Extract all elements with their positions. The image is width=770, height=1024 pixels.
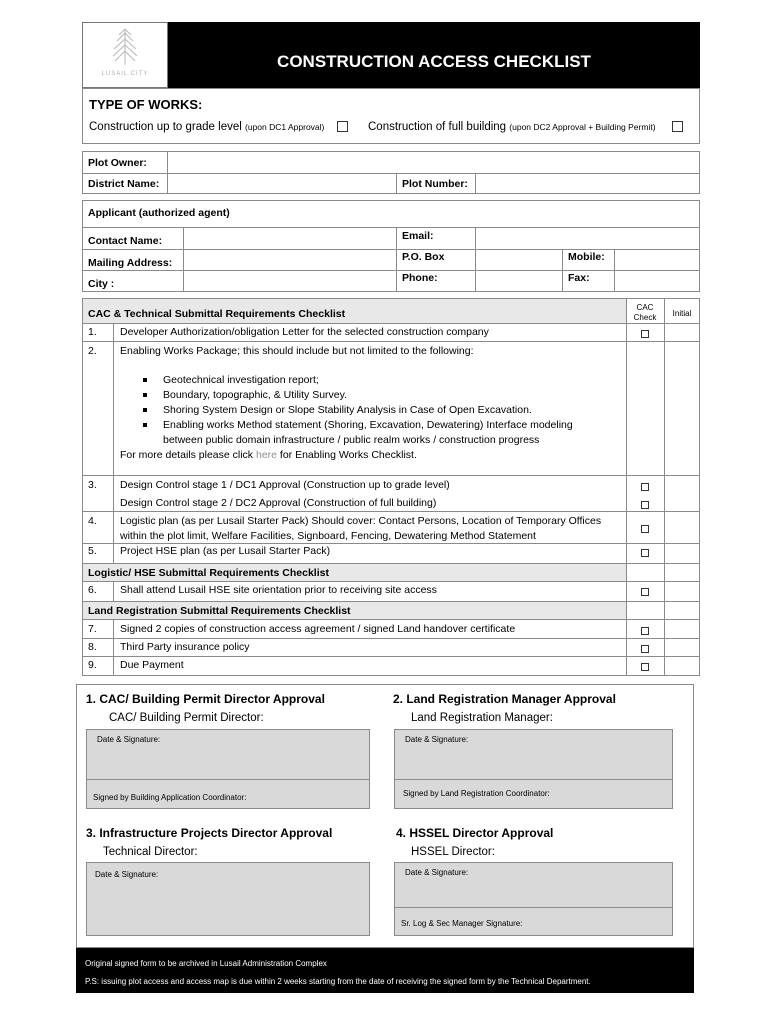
checklist-heading: CAC & Technical Submittal Requirements Checklist	[88, 308, 346, 320]
header-logo-box	[82, 22, 168, 88]
bullet-2	[143, 393, 147, 397]
bullet-text-3: Shoring System Design or Slope Stability Analysis in Case of Open Excavation.	[163, 404, 532, 416]
land-heading: Land Registration Submittal Requirements Checklist	[88, 605, 351, 617]
bullet-text-4: Enabling works Method statement (Shoring, Excavation, Dewatering) Interface modeling	[163, 419, 573, 431]
district-name-field[interactable]	[167, 173, 397, 194]
po-box-label: P.O. Box	[402, 251, 445, 263]
checklist-header-line	[82, 323, 700, 324]
approval1-subtitle: CAC/ Building Permit Director:	[109, 712, 264, 724]
plot-owner-label: Plot Owner:	[88, 157, 147, 169]
item8-checkbox[interactable]	[641, 645, 649, 653]
logo-text: LUSAIL CITY	[101, 71, 149, 77]
approval4-signed-label: Sr. Log & Sec Manager Signature:	[401, 919, 523, 928]
approval3-subtitle: Technical Director:	[103, 846, 198, 858]
row-line-4	[82, 543, 700, 544]
approval2-date-label: Date & Signature:	[405, 735, 469, 744]
approval2-title: 2. Land Registration Manager Approval	[393, 692, 616, 706]
item8-num: 8.	[88, 641, 97, 653]
item3b-checkbox[interactable]	[641, 501, 649, 509]
col-initial-label: Initial	[672, 309, 692, 318]
item7-text: Signed 2 copies of construction access agreement / signed Land handover certificate	[120, 623, 516, 635]
email-label: Email:	[402, 230, 434, 242]
item6-checkbox[interactable]	[641, 588, 649, 596]
item4-text-1: Logistic plan (as per Lusail Starter Pack) Should cover: Contact Persons, Location of Temporary Offices	[120, 515, 602, 527]
footer-line-2: P.S: issuing plot access and access map is due within 2 weeks starting from the date of receiving the signed form by the Technical Department.	[85, 977, 591, 986]
fax-label: Fax:	[568, 272, 590, 284]
col-divider-num-2	[113, 581, 114, 601]
po-box-field[interactable]	[475, 249, 563, 271]
col-check-label: Check	[633, 313, 657, 322]
bullet-1	[143, 378, 147, 382]
hse-line	[82, 581, 700, 582]
details-link[interactable]: here	[255, 449, 277, 461]
item3-num: 3.	[88, 479, 97, 491]
city-field[interactable]	[183, 270, 397, 292]
approval2-subtitle: Land Registration Manager:	[411, 712, 553, 724]
district-name-label: District Name:	[88, 178, 160, 190]
contact-name-field[interactable]	[183, 227, 397, 250]
approval1-signed-label: Signed by Building Application Coordinator:	[93, 793, 247, 802]
hse-heading: Logistic/ HSE Submittal Requirements Checklist	[88, 567, 329, 579]
approval4-date-label: Date & Signature:	[405, 868, 469, 877]
item2-num: 2.	[88, 345, 97, 357]
item9-text: Due Payment	[120, 659, 184, 671]
option2-text: Construction of full building	[368, 121, 507, 133]
option2-note: (upon DC2 Approval + Building Permit)	[509, 122, 656, 132]
item5-num: 5.	[88, 545, 97, 557]
mailing-address-label: Mailing Address:	[88, 257, 173, 269]
approval1-date-label: Date & Signature:	[97, 735, 161, 744]
mobile-field[interactable]	[614, 249, 700, 271]
item3a-text: Design Control stage 1 / DC1 Approval (Construction up to grade level)	[120, 479, 450, 491]
col-divider-num	[113, 323, 114, 565]
item7-checkbox[interactable]	[641, 627, 649, 635]
item7-num: 7.	[88, 623, 97, 635]
item9-num: 9.	[88, 659, 97, 671]
mailing-address-field[interactable]	[183, 249, 397, 271]
fax-field[interactable]	[614, 270, 700, 292]
bullet-text-1: Geotechnical investigation report;	[163, 374, 319, 386]
item5-text: Project HSE plan (as per Lusail Starter Pack)	[120, 545, 331, 557]
plot-number-field[interactable]	[475, 173, 700, 194]
option2-checkbox[interactable]	[672, 121, 683, 132]
option1-note: (upon DC1 Approval)	[245, 122, 325, 132]
item9-checkbox[interactable]	[641, 663, 649, 671]
plot-owner-field[interactable]	[167, 151, 700, 174]
col-cac-label: CAC	[636, 303, 654, 312]
approval3-title: 3. Infrastructure Projects Director Approval	[86, 826, 333, 840]
item1-checkbox[interactable]	[641, 330, 649, 338]
row-line-2	[82, 475, 700, 476]
page-title: CONSTRUCTION ACCESS CHECKLIST	[277, 52, 591, 71]
details-suffix: for Enabling Works Checklist.	[279, 449, 417, 461]
row-line-1	[82, 341, 700, 342]
item5-checkbox[interactable]	[641, 549, 649, 557]
lusail-logo-icon	[83, 23, 167, 87]
row-line-8	[82, 656, 700, 657]
bullet-text-2: Boundary, topographic, & Utility Survey.	[163, 389, 348, 401]
col-divider-num-3	[113, 619, 114, 676]
item3a-checkbox[interactable]	[641, 483, 649, 491]
footer-line-1: Original signed form to be archived in Lusail Administration Complex	[85, 959, 327, 968]
contact-name-label: Contact Name:	[88, 235, 163, 247]
phone-label: Phone:	[402, 272, 438, 284]
details-prefix: For more details please click	[120, 449, 254, 461]
plot-number-label: Plot Number:	[402, 178, 468, 190]
row-line-7	[82, 638, 700, 639]
land-line	[82, 619, 700, 620]
approval2-signed-label: Signed by Land Registration Coordinator:	[403, 789, 550, 798]
item2-text: Enabling Works Package; this should include but not limited to the following:	[120, 345, 474, 357]
email-field[interactable]	[475, 227, 700, 250]
bullet-3	[143, 408, 147, 412]
applicant-heading: Applicant (authorized agent)	[88, 207, 230, 219]
row-line-3	[82, 511, 700, 512]
item4-num: 4.	[88, 515, 97, 527]
item6-text: Shall attend Lusail HSE site orientation prior to receiving site access	[120, 584, 437, 596]
option2-label	[368, 120, 656, 134]
item4-checkbox[interactable]	[641, 525, 649, 533]
option1-text: Construction up to grade level	[89, 121, 242, 133]
bullet-text-4-cont: between public domain infrastructure / public realm works / construction progress	[163, 434, 540, 446]
bullet-4	[143, 423, 147, 427]
item3b-text: Design Control stage 2 / DC2 Approval (Construction of full building)	[120, 497, 437, 509]
type-of-works-heading: TYPE OF WORKS:	[89, 97, 203, 112]
item8-text: Third Party insurance policy	[120, 641, 250, 653]
item1-text: Developer Authorization/obligation Letter for the selected construction company	[120, 326, 489, 338]
approval3-date-label: Date & Signature:	[95, 870, 159, 879]
details-line	[120, 449, 417, 462]
approval4-title: 4. HSSEL Director Approval	[396, 826, 554, 840]
approval1-title: 1. CAC/ Building Permit Director Approval	[86, 692, 325, 706]
city-label: City :	[88, 278, 115, 290]
item6-num: 6.	[88, 584, 97, 596]
mobile-label: Mobile:	[568, 251, 605, 263]
option1-label	[89, 120, 324, 134]
phone-field[interactable]	[475, 270, 563, 292]
item4-text-2: within the plot limit, Welfare Facilities, Signboard, Fencing, Dewatering Method Statement	[120, 530, 536, 542]
option1-checkbox[interactable]	[337, 121, 348, 132]
item1-num: 1.	[88, 326, 97, 338]
approval4-subtitle: HSSEL Director:	[411, 846, 495, 858]
